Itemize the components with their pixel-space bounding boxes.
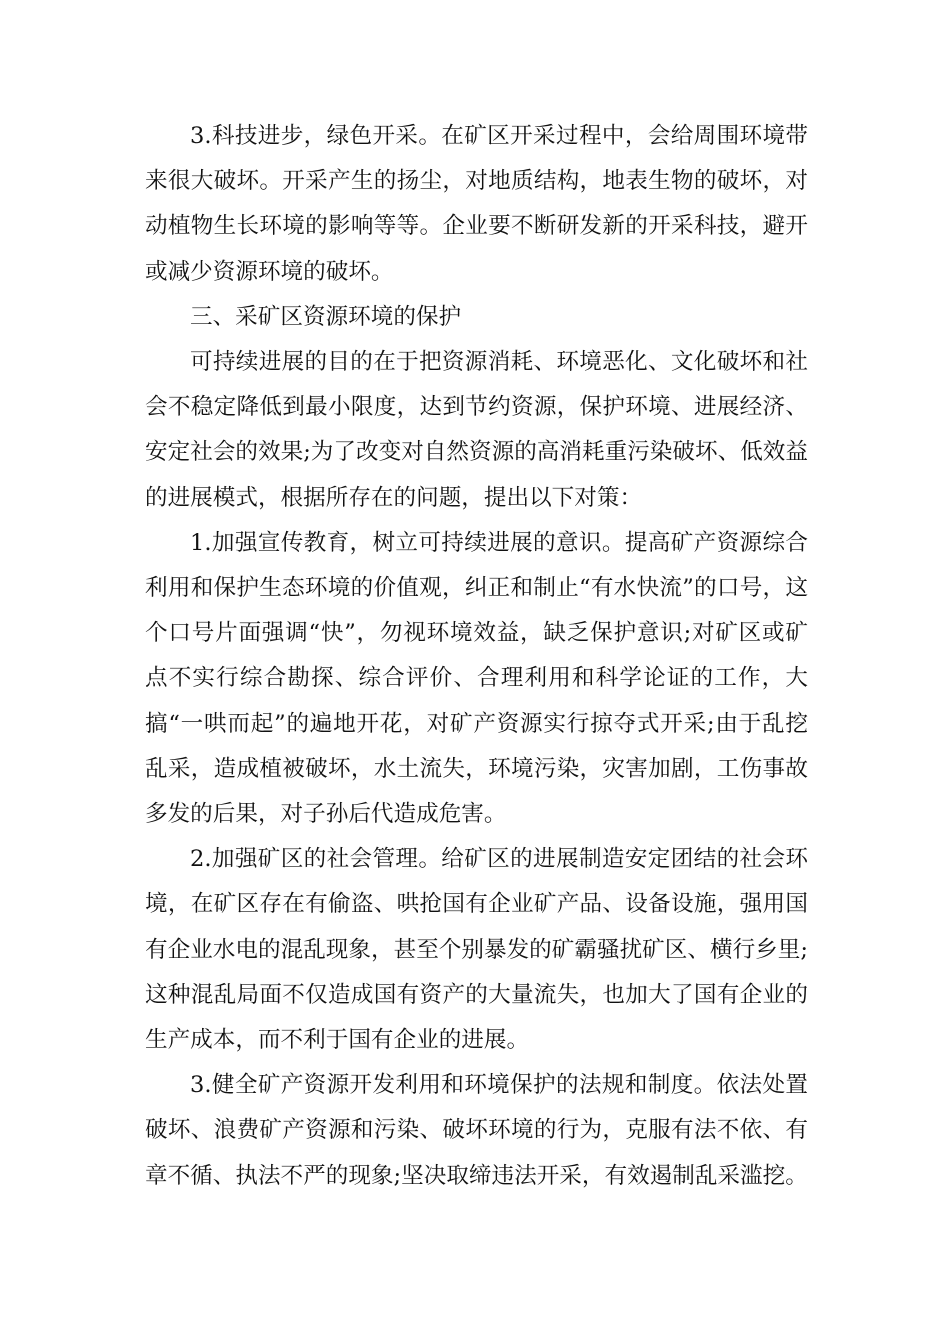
- section-heading-resource-protection: 三、采矿区资源环境的保护: [190, 303, 462, 330]
- paragraph-green-mining: 3.科技进步，绿色开采。在矿区开采过程中，会给周围环境带来很大破坏。开采产生的扬尘，对地质结构，地表生物的破坏，对动植物生长环境的影响等等。企业要不断研发新的开采科技，避开或减少资源环境的破坏。: [145, 123, 808, 285]
- paragraph-social-management: 2.加强矿区的社会管理。给矿区的进展制造安定团结的社会环境，在矿区存在有偷盗、哄抢国有企业矿产品、设备设施，强用国有企业水电的混乱现象，甚至个别暴发的矿霸骚扰矿区、横行乡里;这种混乱局面不仅造成国有资产的大量流失，也加大了国有企业的生产成本，而不利于国有企业的进展。: [145, 846, 808, 1054]
- paragraph-publicity-education: 1.加强宣传教育，树立可持续进展的意识。提高矿产资源综合利用和保护生态环境的价值观，纠正和制止“有水快流”的口号，这个口号片面强调“快”，勿视环境效益，缺乏保护意识;对矿区或矿点不实行综合勘探、综合评价、合理利用和科学论证的工作，大搞“一哄而起”的遍地开花，对矿产资源实行掠夺式开采;由于乱挖乱采，造成植被破坏，水土流失，环境污染，灾害加剧，工伤事故多发的后果，对子孙后代造成危害。: [145, 529, 808, 828]
- paragraph-laws-regulations: 3.健全矿产资源开发利用和环境保护的法规和制度。依法处置破坏、浪费矿产资源和污染、破坏环境的行为，克服有法不依、有章不循、执法不严的现象;坚决取缔违法开采，有效遏制乱采滥挖。: [145, 1072, 808, 1189]
- paragraph-sustainable-development: 可持续进展的目的在于把资源消耗、环境恶化、文化破坏和社会不稳定降低到最小限度，达到节约资源，保护环境、进展经济、安定社会的效果;为了改变对自然资源的高消耗重污染破坏、低效益的进展模式，根据所存在的问题，提出以下对策：: [145, 349, 808, 511]
- document-page: [145, 114, 808, 1199]
